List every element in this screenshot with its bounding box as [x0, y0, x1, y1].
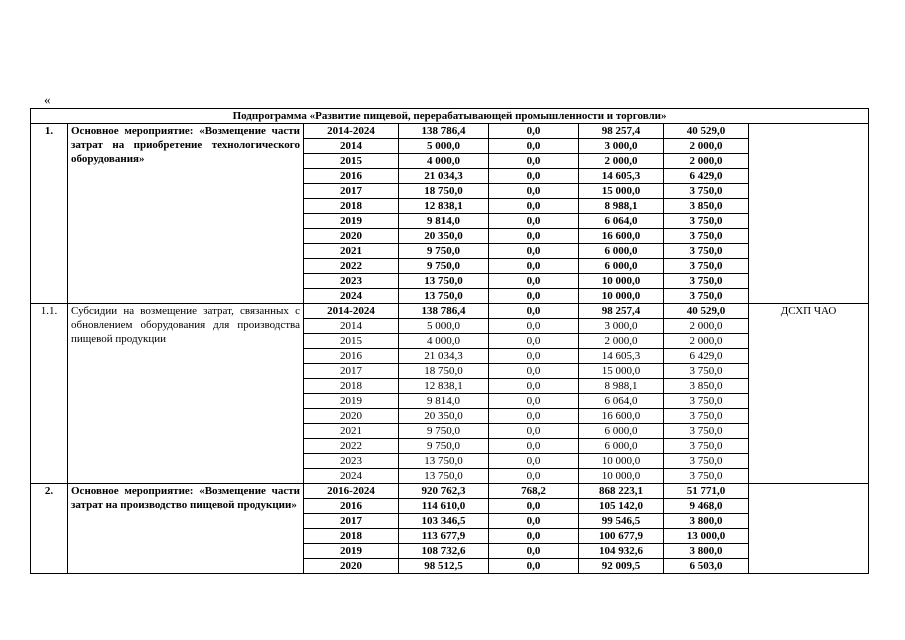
executor-cell [749, 484, 869, 574]
period-cell: 2023 [304, 454, 399, 469]
period-cell: 2022 [304, 439, 399, 454]
period-cell: 2017 [304, 184, 399, 199]
local-cell: 6 429,0 [664, 169, 749, 184]
section-description: Субсидии на возмещение затрат, связанных с обновлением оборудования для производства пищевой продукции [68, 304, 304, 484]
federal-cell: 0,0 [489, 394, 579, 409]
local-cell: 3 750,0 [664, 394, 749, 409]
federal-cell: 0,0 [489, 259, 579, 274]
federal-cell: 0,0 [489, 409, 579, 424]
federal-cell: 0,0 [489, 559, 579, 574]
regional-cell: 14 605,3 [579, 349, 664, 364]
regional-cell: 3 000,0 [579, 139, 664, 154]
local-cell: 2 000,0 [664, 319, 749, 334]
regional-cell: 6 064,0 [579, 214, 664, 229]
subprogram-title: Подпрограмма «Развитие пищевой, перерабатывающей промышленности и торговли» [31, 109, 869, 124]
federal-cell: 0,0 [489, 439, 579, 454]
regional-cell: 92 009,5 [579, 559, 664, 574]
period-cell: 2014 [304, 319, 399, 334]
local-cell: 6 429,0 [664, 349, 749, 364]
federal-cell: 0,0 [489, 349, 579, 364]
local-cell: 51 771,0 [664, 484, 749, 499]
period-cell: 2019 [304, 394, 399, 409]
total-cell: 5 000,0 [399, 319, 489, 334]
federal-cell: 0,0 [489, 244, 579, 259]
regional-cell: 10 000,0 [579, 454, 664, 469]
total-cell: 138 786,4 [399, 124, 489, 139]
period-cell: 2016 [304, 499, 399, 514]
regional-cell: 16 600,0 [579, 229, 664, 244]
total-cell: 20 350,0 [399, 409, 489, 424]
total-cell: 13 750,0 [399, 469, 489, 484]
federal-cell: 0,0 [489, 289, 579, 304]
table-row [31, 304, 869, 319]
period-cell: 2024 [304, 289, 399, 304]
federal-cell: 0,0 [489, 499, 579, 514]
subprogram-table [30, 108, 869, 574]
executor-cell: ДСХП ЧАО [749, 304, 869, 484]
period-cell: 2018 [304, 379, 399, 394]
local-cell: 2 000,0 [664, 139, 749, 154]
period-cell: 2019 [304, 214, 399, 229]
regional-cell: 8 988,1 [579, 379, 664, 394]
federal-cell: 0,0 [489, 214, 579, 229]
period-cell: 2015 [304, 334, 399, 349]
regional-cell: 6 000,0 [579, 439, 664, 454]
section-description: Основное мероприятие: «Возмещение части затрат на производство пищевой продукции» [68, 484, 304, 574]
regional-cell: 16 600,0 [579, 409, 664, 424]
total-cell: 21 034,3 [399, 169, 489, 184]
total-cell: 103 346,5 [399, 514, 489, 529]
period-cell: 2014 [304, 139, 399, 154]
local-cell: 9 468,0 [664, 499, 749, 514]
total-cell: 12 838,1 [399, 199, 489, 214]
total-cell: 9 750,0 [399, 244, 489, 259]
federal-cell: 0,0 [489, 169, 579, 184]
local-cell: 3 750,0 [664, 364, 749, 379]
period-cell: 2023 [304, 274, 399, 289]
period-cell: 2016-2024 [304, 484, 399, 499]
federal-cell: 768,2 [489, 484, 579, 499]
regional-cell: 98 257,4 [579, 304, 664, 319]
local-cell: 3 750,0 [664, 229, 749, 244]
period-cell: 2014-2024 [304, 304, 399, 319]
period-cell: 2020 [304, 409, 399, 424]
local-cell: 3 750,0 [664, 259, 749, 274]
total-cell: 20 350,0 [399, 229, 489, 244]
table-row [31, 484, 869, 499]
total-cell: 4 000,0 [399, 154, 489, 169]
federal-cell: 0,0 [489, 304, 579, 319]
regional-cell: 15 000,0 [579, 184, 664, 199]
regional-cell: 868 223,1 [579, 484, 664, 499]
local-cell: 2 000,0 [664, 154, 749, 169]
regional-cell: 104 932,6 [579, 544, 664, 559]
section-description: Основное мероприятие: «Возмещение части затрат на приобретение технологического оборудования» [68, 124, 304, 304]
local-cell: 3 750,0 [664, 244, 749, 259]
total-cell: 138 786,4 [399, 304, 489, 319]
total-cell: 12 838,1 [399, 379, 489, 394]
total-cell: 920 762,3 [399, 484, 489, 499]
period-cell: 2017 [304, 514, 399, 529]
federal-cell: 0,0 [489, 379, 579, 394]
regional-cell: 14 605,3 [579, 169, 664, 184]
total-cell: 21 034,3 [399, 349, 489, 364]
period-cell: 2017 [304, 364, 399, 379]
total-cell: 9 750,0 [399, 259, 489, 274]
total-cell: 98 512,5 [399, 559, 489, 574]
period-cell: 2016 [304, 349, 399, 364]
local-cell: 3 750,0 [664, 289, 749, 304]
local-cell: 3 750,0 [664, 184, 749, 199]
regional-cell: 105 142,0 [579, 499, 664, 514]
period-cell: 2018 [304, 529, 399, 544]
regional-cell: 8 988,1 [579, 199, 664, 214]
federal-cell: 0,0 [489, 139, 579, 154]
local-cell: 3 750,0 [664, 214, 749, 229]
local-cell: 13 000,0 [664, 529, 749, 544]
period-cell: 2022 [304, 259, 399, 274]
total-cell: 114 610,0 [399, 499, 489, 514]
period-cell: 2015 [304, 154, 399, 169]
regional-cell: 99 546,5 [579, 514, 664, 529]
regional-cell: 6 064,0 [579, 394, 664, 409]
local-cell: 3 750,0 [664, 424, 749, 439]
total-cell: 18 750,0 [399, 184, 489, 199]
total-cell: 9 750,0 [399, 439, 489, 454]
total-cell: 108 732,6 [399, 544, 489, 559]
federal-cell: 0,0 [489, 514, 579, 529]
total-cell: 9 750,0 [399, 424, 489, 439]
total-cell: 9 814,0 [399, 394, 489, 409]
federal-cell: 0,0 [489, 469, 579, 484]
local-cell: 3 750,0 [664, 439, 749, 454]
period-cell: 2018 [304, 199, 399, 214]
federal-cell: 0,0 [489, 229, 579, 244]
local-cell: 2 000,0 [664, 334, 749, 349]
section-index: 1. [31, 124, 68, 304]
regional-cell: 100 677,9 [579, 529, 664, 544]
period-cell: 2021 [304, 244, 399, 259]
table-row [31, 124, 869, 139]
federal-cell: 0,0 [489, 154, 579, 169]
local-cell: 3 750,0 [664, 409, 749, 424]
federal-cell: 0,0 [489, 184, 579, 199]
local-cell: 3 850,0 [664, 199, 749, 214]
period-cell: 2020 [304, 559, 399, 574]
total-cell: 13 750,0 [399, 274, 489, 289]
local-cell: 3 850,0 [664, 379, 749, 394]
period-cell: 2014-2024 [304, 124, 399, 139]
federal-cell: 0,0 [489, 199, 579, 214]
period-cell: 2024 [304, 469, 399, 484]
section-index: 1.1. [31, 304, 68, 484]
regional-cell: 15 000,0 [579, 364, 664, 379]
federal-cell: 0,0 [489, 274, 579, 289]
federal-cell: 0,0 [489, 364, 579, 379]
federal-cell: 0,0 [489, 319, 579, 334]
local-cell: 3 750,0 [664, 454, 749, 469]
regional-cell: 98 257,4 [579, 124, 664, 139]
local-cell: 40 529,0 [664, 304, 749, 319]
federal-cell: 0,0 [489, 544, 579, 559]
regional-cell: 3 000,0 [579, 319, 664, 334]
total-cell: 18 750,0 [399, 364, 489, 379]
federal-cell: 0,0 [489, 424, 579, 439]
period-cell: 2021 [304, 424, 399, 439]
regional-cell: 10 000,0 [579, 274, 664, 289]
total-cell: 113 677,9 [399, 529, 489, 544]
regional-cell: 10 000,0 [579, 469, 664, 484]
federal-cell: 0,0 [489, 334, 579, 349]
regional-cell: 2 000,0 [579, 334, 664, 349]
total-cell: 13 750,0 [399, 454, 489, 469]
regional-cell: 6 000,0 [579, 244, 664, 259]
federal-cell: 0,0 [489, 454, 579, 469]
local-cell: 6 503,0 [664, 559, 749, 574]
federal-cell: 0,0 [489, 124, 579, 139]
local-cell: 40 529,0 [664, 124, 749, 139]
period-cell: 2020 [304, 229, 399, 244]
section-index: 2. [31, 484, 68, 574]
regional-cell: 6 000,0 [579, 424, 664, 439]
local-cell: 3 800,0 [664, 544, 749, 559]
local-cell: 3 750,0 [664, 469, 749, 484]
total-cell: 13 750,0 [399, 289, 489, 304]
regional-cell: 2 000,0 [579, 154, 664, 169]
local-cell: 3 750,0 [664, 274, 749, 289]
total-cell: 9 814,0 [399, 214, 489, 229]
federal-cell: 0,0 [489, 529, 579, 544]
local-cell: 3 800,0 [664, 514, 749, 529]
opening-quote: « [44, 92, 51, 107]
period-cell: 2019 [304, 544, 399, 559]
period-cell: 2016 [304, 169, 399, 184]
regional-cell: 10 000,0 [579, 289, 664, 304]
regional-cell: 6 000,0 [579, 259, 664, 274]
executor-cell [749, 124, 869, 304]
total-cell: 5 000,0 [399, 139, 489, 154]
total-cell: 4 000,0 [399, 334, 489, 349]
